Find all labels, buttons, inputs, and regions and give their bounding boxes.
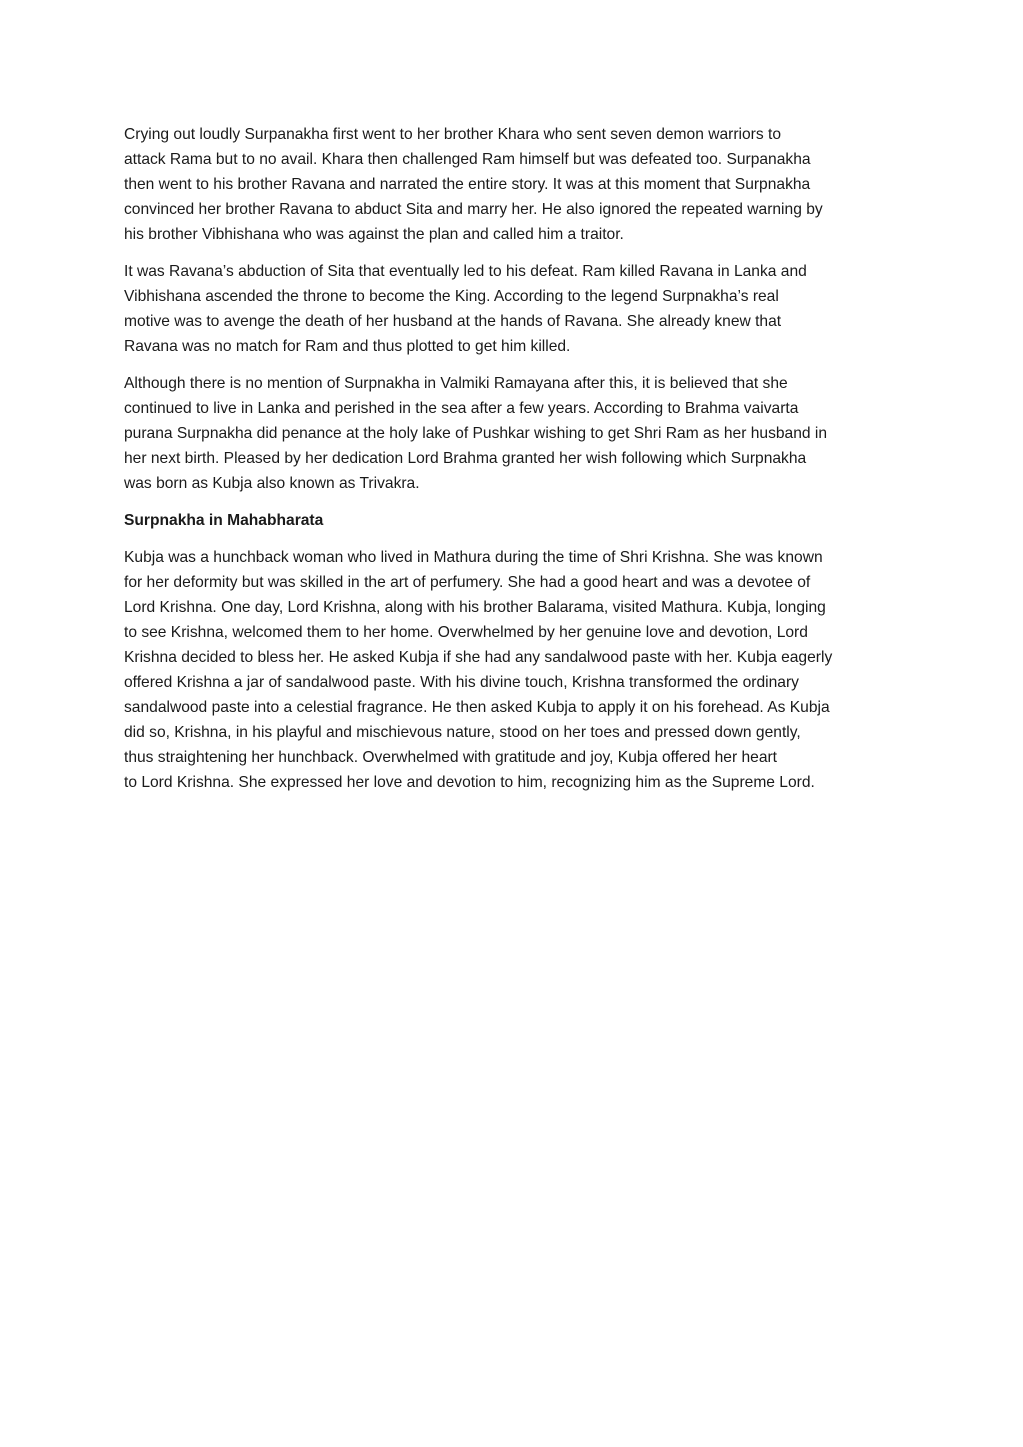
text-line: Krishna decided to bless her. He asked Kubja if she had any sandalwood paste with her. Kubja eagerly <box>124 649 833 666</box>
text-line: sandalwood paste into a celestial fragrance. He then asked Kubja to apply it on his forehead. As Kubja <box>124 699 830 716</box>
text-line: to Lord Krishna. She expressed her love and devotion to him, recognizing him as the Supreme Lord. <box>124 774 815 791</box>
text-line: to see Krishna, welcomed them to her home. Overwhelmed by her genuine love and devotion, Lord <box>124 624 808 641</box>
section-heading: Surpnakha in Mahabharata <box>124 512 324 529</box>
text-line: offered Krishna a jar of sandalwood paste. With his divine touch, Krishna transformed the ordinary <box>124 674 799 691</box>
document-body <box>124 122 899 807</box>
text-line: Lord Krishna. One day, Lord Krishna, along with his brother Balarama, visited Mathura. Kubja, longing <box>124 599 826 616</box>
text-line: her next birth. Pleased by her dedication Lord Brahma granted her wish following which Surpnakha <box>124 450 807 467</box>
text-line: was born as Kubja also known as Trivakra. <box>124 475 420 492</box>
text-line: convinced her brother Ravana to abduct Sita and marry her. He also ignored the repeated warning by <box>124 201 823 218</box>
paragraph-kubja <box>124 545 899 795</box>
text-line: Kubja was a hunchback woman who lived in Mathura during the time of Shri Krishna. She was known <box>124 549 823 566</box>
text-line: for her deformity but was skilled in the art of perfumery. She had a good heart and was a devotee of <box>124 574 811 591</box>
text-line: It was Ravana’s abduction of Sita that eventually led to his defeat. Ram killed Ravana in Lanka and <box>124 263 807 280</box>
text-line: Ravana was no match for Ram and thus plotted to get him killed. <box>124 338 571 355</box>
text-line: Although there is no mention of Surpnakha in Valmiki Ramayana after this, it is believed that she <box>124 375 788 392</box>
paragraph-surpnakha-rebirth <box>124 371 899 496</box>
text-line: purana Surpnakha did penance at the holy lake of Pushkar wishing to get Shri Ram as her husband in <box>124 425 828 442</box>
text-line: then went to his brother Ravana and narrated the entire story. It was at this moment that Surpnakha <box>124 176 811 193</box>
text-line: motive was to avenge the death of her husband at the hands of Ravana. She already knew that <box>124 313 782 330</box>
text-line: did so, Krishna, in his playful and mischievous nature, stood on her toes and pressed down gently, <box>124 724 801 741</box>
paragraph-ravana-defeat <box>124 259 899 359</box>
text-line: continued to live in Lanka and perished in the sea after a few years. According to Brahma vaivarta <box>124 400 799 417</box>
text-line: Crying out loudly Surpanakha first went to her brother Khara who sent seven demon warriors to <box>124 126 782 143</box>
paragraph-surpanakha-khara <box>124 122 899 247</box>
text-line: Vibhishana ascended the throne to become the King. According to the legend Surpnakha’s real <box>124 288 779 305</box>
text-line: attack Rama but to no avail. Khara then challenged Ram himself but was defeated too. Surpanakha <box>124 151 811 168</box>
text-line: thus straightening her hunchback. Overwhelmed with gratitude and joy, Kubja offered her heart <box>124 749 778 766</box>
text-line: his brother Vibhishana who was against the plan and called him a traitor. <box>124 226 624 243</box>
